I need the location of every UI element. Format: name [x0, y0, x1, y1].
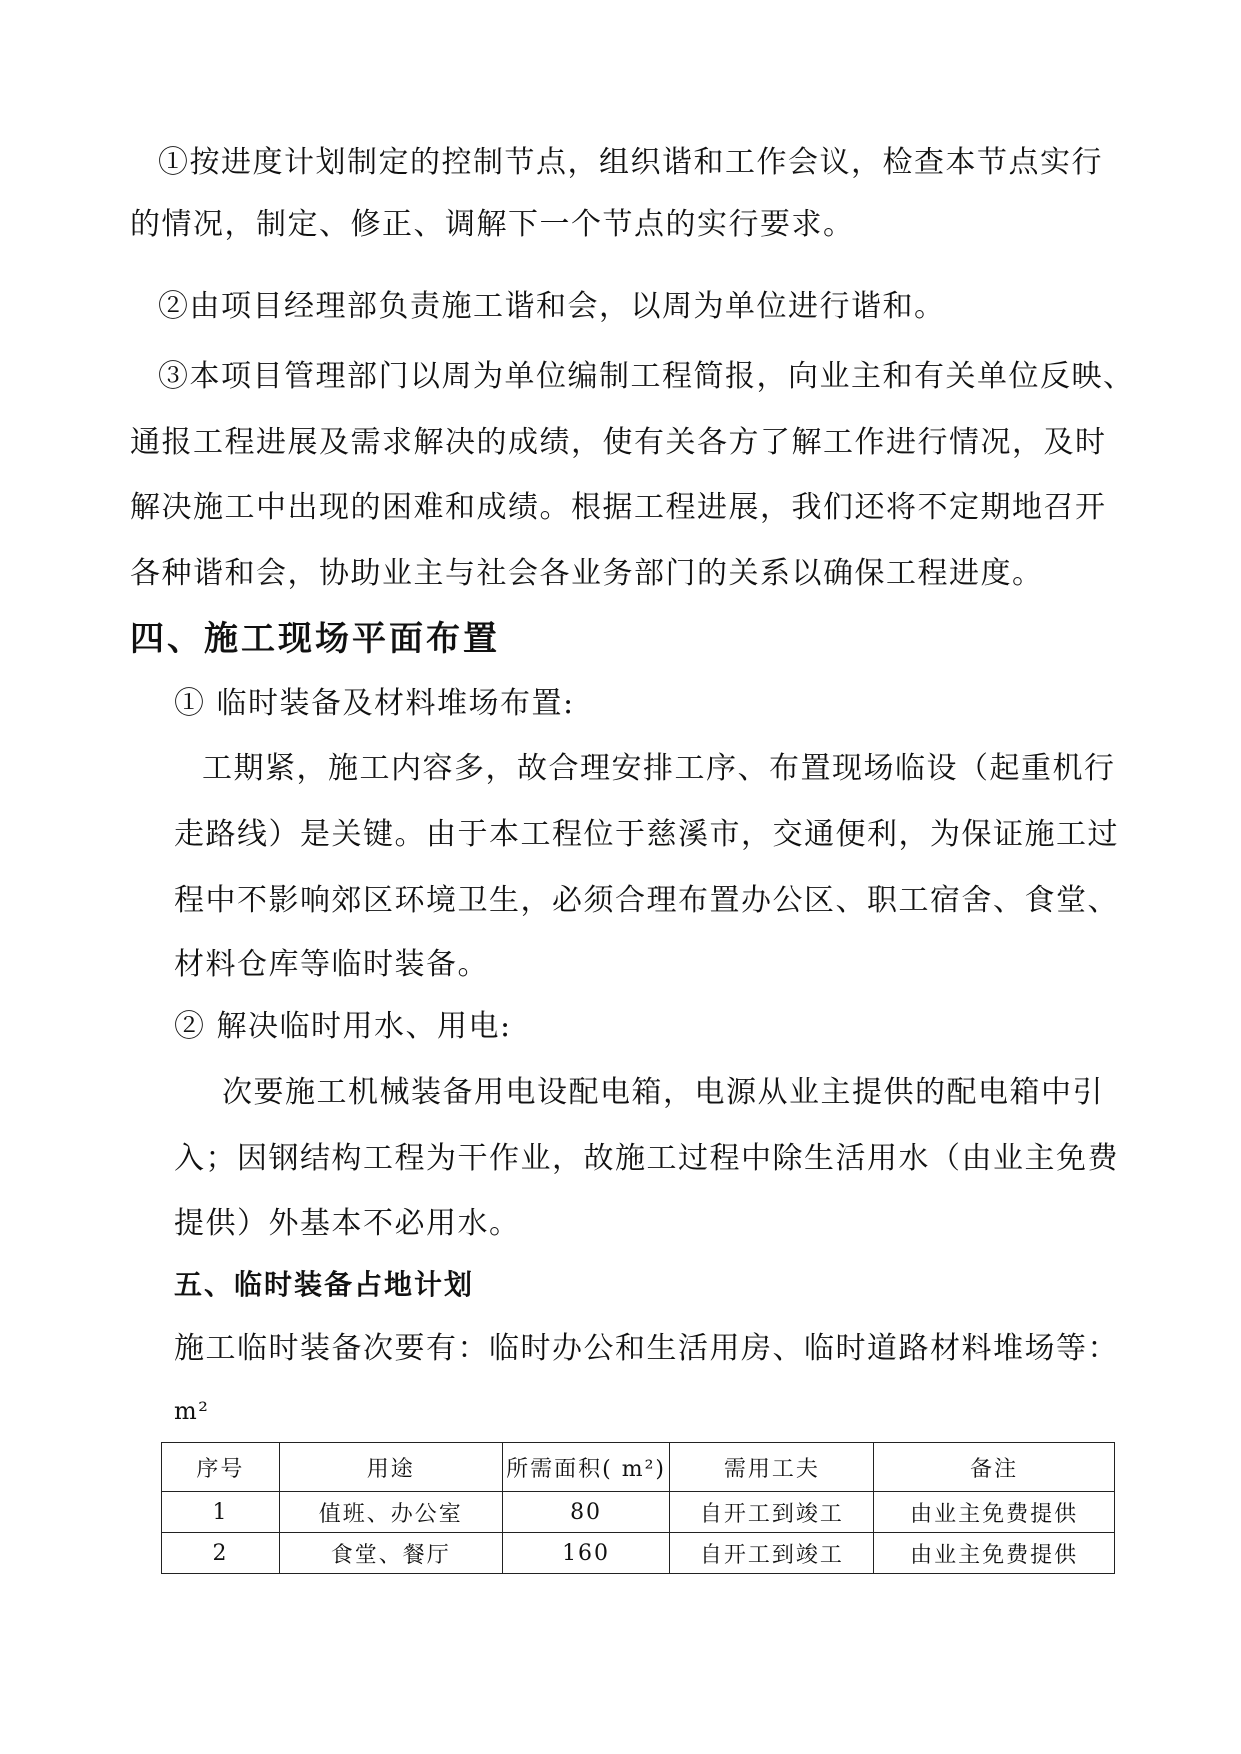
- table-cell: 80: [502, 1492, 670, 1533]
- paragraph-line: 入；因钢结构工程为干作业，故施工过程中除生活用水（由业主免费: [174, 1141, 1119, 1176]
- subheading: ② 解决临时用水、用电:: [174, 1009, 512, 1044]
- paragraph-line: 提供）外基本不必用水。: [174, 1206, 521, 1241]
- paragraph-line: 工期紧，施工内容多，故合理安排工序、布置现场临设（起重机行: [202, 751, 1116, 786]
- paragraph-line: ②由项目经理部负责施工谐和会，以周为单位进行谐和。: [158, 289, 946, 324]
- table-cell: 自开工到竣工: [670, 1492, 874, 1533]
- paragraph-line: 的情况，制定、修正、调解下一个节点的实行要求。: [130, 207, 855, 242]
- table-header-cell: 序号: [162, 1443, 280, 1492]
- table-cell: 值班、办公室: [279, 1492, 502, 1533]
- table-cell: 由业主免费提供: [874, 1533, 1115, 1574]
- table-header-row: [162, 1443, 1115, 1492]
- paragraph-line: ③本项目管理部门以周为单位编制工程简报，向业主和有关单位反映、: [158, 359, 1135, 394]
- table-cell: 由业主免费提供: [874, 1492, 1115, 1533]
- section-heading: 五、临时装备占地计划: [174, 1268, 475, 1301]
- paragraph-line: 通报工程进展及需求解决的成绩，使有关各方了解工作进行情况，及时: [130, 425, 1107, 460]
- paragraph-line: 施工临时装备次要有：临时办公和生活用房、临时道路材料堆场等：: [174, 1331, 1119, 1366]
- table-header-cell: 所需面积( m²): [502, 1443, 670, 1492]
- table-cell: 160: [502, 1533, 670, 1574]
- paragraph-line: 解决施工中出现的困难和成绩。根据工程进展，我们还将不定期地召开: [130, 490, 1107, 525]
- table-cell: 自开工到竣工: [670, 1533, 874, 1574]
- table-row: [162, 1492, 1115, 1533]
- subheading: ① 临时装备及材料堆场布置:: [174, 686, 575, 721]
- table-header-cell: 备注: [874, 1443, 1115, 1492]
- paragraph-line: 各种谐和会，协助业主与社会各业务部门的关系以确保工程进度。: [130, 556, 1044, 591]
- paragraph-line: 程中不影响郊区环境卫生，必须合理布置办公区、职工宿舍、食堂、: [174, 883, 1119, 918]
- paragraph-line: ①按进度计划制定的控制节点，组织谐和工作会议，检查本节点实行: [158, 145, 1103, 180]
- paragraph-line: 次要施工机械装备用电设配电箱，电源从业主提供的配电箱中引: [222, 1075, 1104, 1110]
- facility-table: [161, 1442, 1115, 1574]
- paragraph-line: 走路线）是关键。由于本工程位于慈溪市，交通便利，为保证施工过: [174, 817, 1119, 852]
- table-header-cell: 用途: [279, 1443, 502, 1492]
- paragraph-line: 材料仓库等临时装备。: [174, 947, 489, 982]
- table-row: [162, 1533, 1115, 1574]
- table-cell: 食堂、餐厅: [279, 1533, 502, 1574]
- table-cell: 1: [162, 1492, 280, 1533]
- table-cell: 2: [162, 1533, 280, 1574]
- table-header-cell: 需用工夫: [670, 1443, 874, 1492]
- unit-label: m²: [174, 1397, 210, 1425]
- section-heading: 四、施工现场平面布置: [130, 619, 500, 659]
